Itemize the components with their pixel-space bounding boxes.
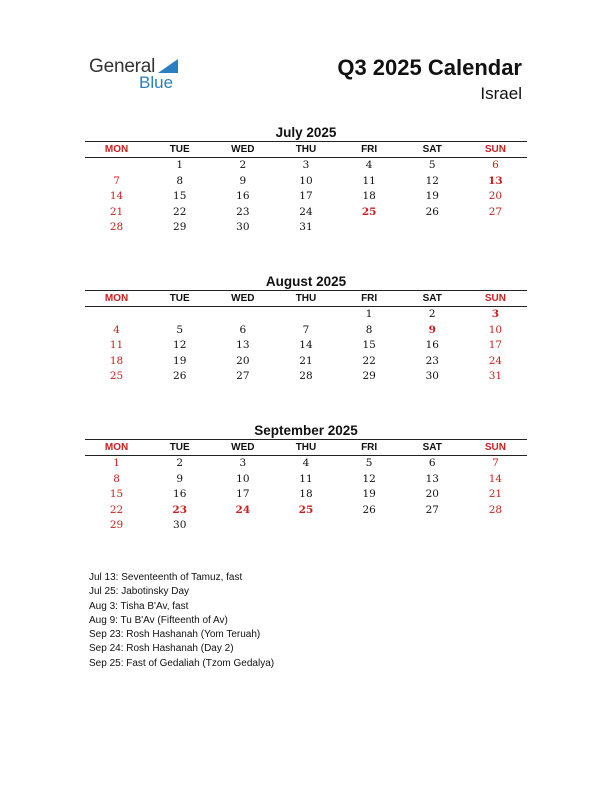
holiday-item: Sep 23: Rosh Hashanah (Yom Teruah)	[89, 629, 261, 641]
day-cell: 18	[362, 190, 376, 202]
day-cell: 8	[176, 174, 184, 187]
weekday-header-row	[85, 141, 527, 158]
weekday-label: TUE	[169, 442, 190, 453]
weekday-label: SUN	[484, 144, 506, 155]
day-cell: 1	[365, 308, 373, 320]
day-cell: 10	[236, 472, 250, 485]
week-row	[85, 456, 527, 472]
day-cell: 16	[236, 190, 250, 202]
day-cell: 21	[109, 205, 124, 218]
month-title: August 2025	[265, 274, 347, 289]
weekday-label: WED	[231, 144, 255, 155]
weekday-label: TUE	[169, 293, 190, 304]
day-cell: 20	[425, 488, 439, 500]
weekday-label: TUE	[169, 144, 190, 155]
day-cell: 5	[176, 323, 184, 336]
day-cell: 25	[109, 370, 124, 382]
day-cell: 19	[362, 488, 376, 500]
day-cell: 17	[299, 190, 313, 202]
day-cell: 21	[299, 354, 313, 367]
day-cell: 8	[365, 323, 373, 336]
day-cell: 26	[425, 205, 439, 218]
week-row	[85, 487, 527, 503]
weekday-label: FRI	[361, 293, 378, 304]
holiday-item: Aug 3: Tisha B'Av, fast	[89, 600, 189, 612]
holiday-date: 3	[491, 308, 500, 320]
holiday-item: Aug 9: Tu B'Av (Fifteenth of Av)	[89, 614, 228, 626]
weekday-label: MON	[104, 144, 129, 155]
day-cell: 28	[488, 503, 503, 516]
day-cell: 6	[239, 323, 247, 336]
day-cell: 3	[239, 457, 247, 469]
day-cell: 11	[109, 339, 124, 351]
day-cell: 6	[428, 457, 436, 469]
weekday-label: THU	[295, 144, 317, 155]
day-cell: 12	[425, 174, 439, 187]
week-row	[85, 518, 527, 534]
day-cell	[401, 220, 464, 236]
weekday-header-row	[85, 290, 527, 307]
day-cell: 27	[488, 205, 503, 218]
day-cell: 24	[488, 354, 503, 367]
week-row	[85, 220, 527, 236]
month-block	[85, 124, 527, 236]
day-cell: 13	[425, 472, 439, 485]
logo-word-blue: Blue	[139, 73, 174, 92]
weekday-label: THU	[295, 442, 317, 453]
day-cell: 2	[176, 457, 184, 469]
day-cell: 10	[299, 174, 313, 187]
day-cell: 7	[113, 174, 120, 187]
day-cell: 14	[109, 190, 124, 202]
day-cell: 4	[113, 323, 120, 336]
day-cell: 22	[109, 503, 124, 516]
holiday-item: Jul 25: Jabotinsky Day	[89, 586, 190, 598]
weekday-label: SAT	[422, 144, 442, 155]
week-row	[85, 174, 527, 190]
day-cell: 22	[173, 205, 187, 218]
day-cell: 19	[425, 190, 439, 202]
weekday-label: SUN	[484, 293, 506, 304]
day-cell	[85, 307, 148, 323]
holiday-item: Sep 24: Rosh Hashanah (Day 2)	[89, 643, 234, 655]
holiday-date: 25	[298, 503, 314, 516]
weekday-label: SAT	[422, 442, 442, 453]
day-cell: 2	[239, 159, 247, 171]
weekday-label: MON	[104, 442, 129, 453]
day-cell	[464, 220, 527, 236]
day-cell: 15	[173, 190, 187, 202]
day-cell	[148, 307, 211, 323]
day-cell: 23	[236, 205, 250, 218]
day-cell: 18	[109, 354, 124, 367]
day-cell: 7	[302, 323, 310, 336]
holiday-list	[89, 571, 274, 671]
day-cell: 31	[488, 370, 503, 382]
country-name: Israel	[480, 84, 522, 103]
weekday-header-row	[85, 439, 527, 456]
day-cell: 14	[488, 472, 503, 485]
day-cell: 20	[488, 190, 503, 202]
week-row	[85, 307, 527, 323]
day-cell: 26	[362, 503, 376, 516]
day-cell	[464, 518, 527, 534]
holiday-item: Jul 13: Seventeenth of Tamuz, fast	[89, 572, 243, 583]
logo-triangle-icon	[158, 59, 178, 73]
day-cell: 13	[236, 339, 250, 351]
holiday-date: 23	[172, 503, 188, 516]
day-cell	[211, 307, 274, 323]
week-row	[85, 158, 527, 174]
day-cell: 29	[173, 221, 187, 233]
holiday-date: 25	[361, 205, 377, 218]
day-cell: 15	[362, 339, 376, 351]
day-cell: 30	[173, 519, 187, 531]
day-cell: 8	[113, 472, 120, 485]
holiday-date: 13	[488, 174, 503, 187]
week-row	[85, 503, 527, 519]
day-cell	[274, 307, 337, 323]
day-cell	[338, 220, 401, 236]
day-cell: 30	[236, 221, 250, 233]
month-title: July 2025	[275, 125, 337, 140]
day-cell: 30	[425, 370, 439, 382]
day-cell: 28	[299, 370, 313, 382]
day-cell: 28	[109, 221, 124, 233]
day-cell: 26	[173, 370, 187, 382]
month-title: September 2025	[254, 423, 358, 438]
day-cell	[211, 518, 274, 534]
day-cell: 23	[425, 354, 439, 367]
day-cell: 20	[236, 354, 250, 367]
holiday-date: 9	[428, 323, 436, 336]
holiday-date: 24	[235, 503, 251, 516]
day-cell: 17	[236, 488, 250, 500]
day-cell: 4	[302, 457, 310, 469]
weekday-label: FRI	[361, 144, 378, 155]
month-block	[85, 422, 527, 534]
day-cell	[274, 518, 337, 534]
day-cell: 1	[113, 457, 120, 469]
weekday-label: SUN	[484, 442, 506, 453]
weekday-label: SAT	[422, 293, 442, 304]
week-row	[85, 189, 527, 205]
month-block	[85, 273, 527, 385]
holiday-item: Sep 25: Fast of Gedaliah (Tzom Gedalya)	[89, 657, 275, 669]
day-cell: 12	[173, 339, 187, 351]
day-cell: 2	[428, 308, 436, 320]
day-cell: 21	[488, 488, 503, 500]
day-cell: 5	[365, 457, 373, 469]
day-cell: 9	[176, 472, 184, 485]
day-cell: 27	[236, 370, 250, 382]
day-cell	[85, 158, 148, 174]
week-row	[85, 205, 527, 221]
day-cell: 31	[299, 221, 313, 233]
day-cell: 16	[425, 339, 439, 351]
week-row	[85, 354, 527, 370]
day-cell: 19	[173, 354, 187, 367]
day-cell: 29	[362, 370, 376, 382]
day-cell: 10	[488, 323, 503, 336]
weekday-label: THU	[295, 293, 317, 304]
day-cell: 18	[299, 488, 313, 500]
day-cell: 12	[362, 472, 376, 485]
week-row	[85, 323, 527, 339]
week-row	[85, 369, 527, 385]
day-cell: 3	[302, 159, 310, 171]
weekday-label: MON	[104, 293, 129, 304]
day-cell: 7	[492, 457, 499, 469]
weekday-label: WED	[231, 293, 255, 304]
day-cell: 6	[492, 159, 499, 171]
week-row	[85, 338, 527, 354]
day-cell: 5	[428, 159, 436, 171]
day-cell: 29	[109, 519, 124, 531]
day-cell: 24	[299, 205, 313, 218]
weekday-label: WED	[231, 442, 255, 453]
logo-word-general: General	[89, 56, 156, 77]
day-cell: 11	[362, 174, 376, 187]
day-cell: 14	[299, 339, 313, 351]
day-cell: 27	[425, 503, 439, 516]
day-cell: 22	[362, 354, 376, 367]
day-cell: 15	[109, 488, 124, 500]
page-title: Q3 2025 Calendar	[337, 55, 522, 80]
day-cell: 1	[176, 159, 184, 171]
generalblue-logo	[89, 56, 189, 96]
day-cell: 4	[365, 159, 373, 171]
week-row	[85, 472, 527, 488]
day-cell: 16	[173, 488, 187, 500]
weekday-label: FRI	[361, 442, 378, 453]
day-cell	[401, 518, 464, 534]
day-cell: 11	[299, 472, 313, 485]
day-cell: 17	[488, 339, 503, 351]
day-cell	[338, 518, 401, 534]
day-cell: 9	[239, 174, 247, 187]
